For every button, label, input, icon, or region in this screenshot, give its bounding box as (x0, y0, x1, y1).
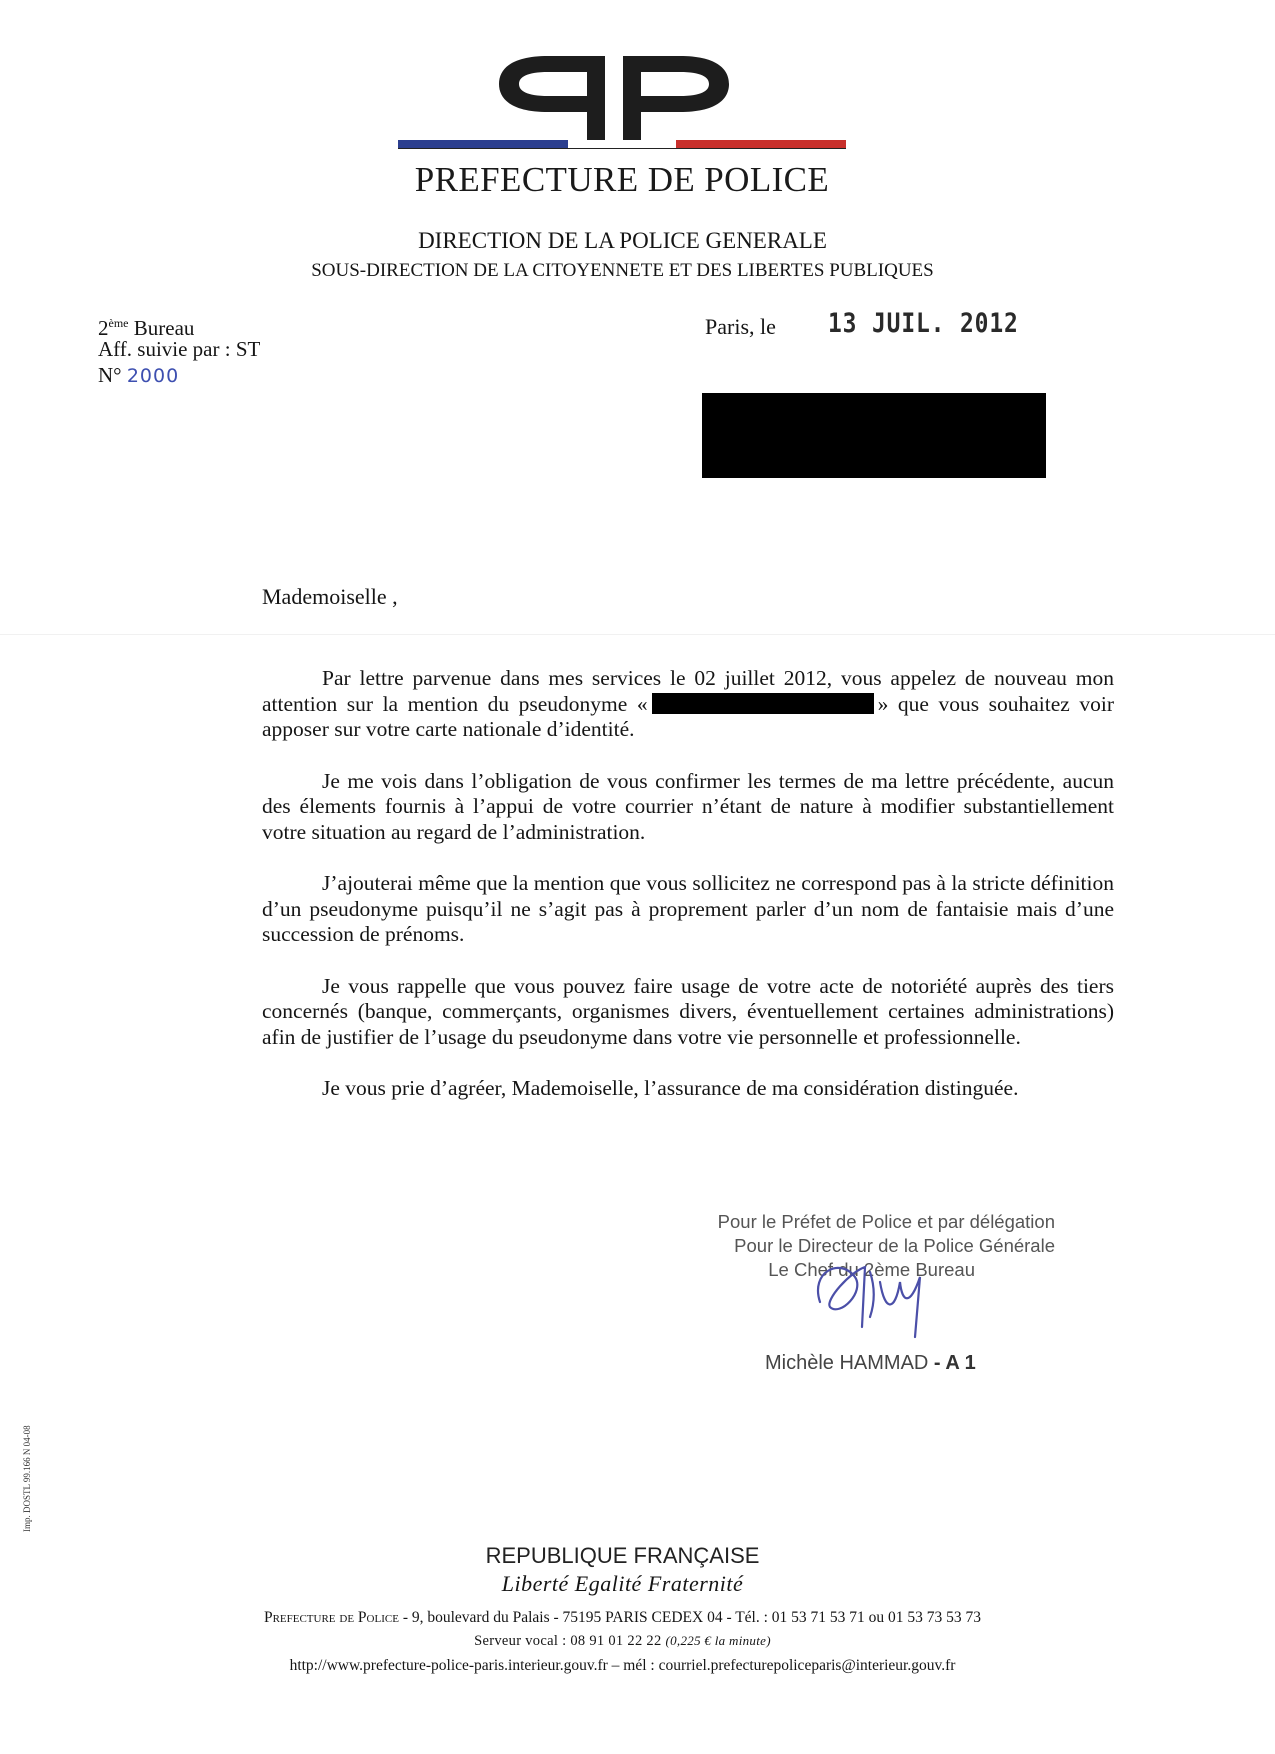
footer-org: Prefecture de Police (263, 1609, 399, 1626)
signatory-name: Michèle HAMMAD (765, 1352, 929, 1374)
tricolor-rule (398, 140, 846, 149)
republique-francaise: REPUBLIQUE FRANÇAISE (485, 1543, 760, 1568)
date-stamp: 13 JUIL. 2012 (828, 308, 1019, 339)
numero-line (98, 362, 179, 389)
salutation: Mademoiselle , (262, 584, 398, 609)
direction-title: DIRECTION DE LA POLICE GENERALE (418, 228, 827, 253)
letter-body (262, 666, 1114, 1128)
flag-underline (398, 148, 846, 149)
footer-address (100, 1609, 1145, 1627)
prefecture-logo (493, 48, 735, 148)
handwritten-signature (770, 1232, 970, 1342)
print-reference-code: Imp. DOSTL 99.166 N 04-08 (22, 1425, 32, 1532)
delegation-line-2: Pour le Directeur de la Police Générale (734, 1235, 1055, 1256)
voice-server-number: Serveur vocal : 08 91 01 22 22 (474, 1633, 662, 1649)
bureau-suffix: ème (108, 316, 129, 330)
motto: Liberté Egalité Fraternité (501, 1571, 744, 1596)
redacted-address-block (702, 393, 1046, 478)
footer-web-contact: http://www.prefecture-police-paris.interieur.gouv.fr – mél : courriel.prefecturepoliceparis@interieur.gouv.fr (289, 1657, 956, 1674)
paragraph-1 (262, 666, 1114, 743)
closing-formula: Je vous prie d’agréer, Mademoiselle, l’assurance de ma considération distinguée. (322, 1076, 1019, 1100)
footer-address-text: - 9, boulevard du Palais - 75195 PARIS CEDEX 04 - Tél. : 01 53 71 53 71 ou 01 53 73 53 73 (398, 1609, 982, 1626)
redacted-pseudonym (652, 693, 874, 714)
organization-title: PREFECTURE DE POLICE (414, 160, 830, 199)
delegation-line-3: Le Chef du 2ème Bureau (768, 1259, 975, 1280)
voice-server (300, 1633, 945, 1650)
bureau-label: Bureau (128, 316, 195, 340)
scan-fold-line (0, 634, 1275, 635)
signatory (765, 1352, 976, 1375)
paragraph-1-start: Par lettre parvenue dans mes services le 02 juillet 2012, vous appelez de nouveau mon attention sur la mention du pseudonyme « (262, 666, 1114, 716)
affaire-suivie: Aff. suivie par : ST (98, 337, 261, 361)
paragraph-2: Je me vois dans l’obligation de vous confirmer les termes de ma lettre précédente, aucun des élements fournis à l’appui de votre courrier n’étant de nature à modifier substantiellement votre situation au regard de l’administration. (262, 768, 1114, 844)
signatory-grade: - A 1 (933, 1352, 976, 1374)
paragraph-1-end: » que vous souhaitez voir apposer sur votre carte nationale d’identité. (262, 691, 1114, 741)
numero-label: N° (98, 363, 122, 387)
bureau-number: 2 (98, 316, 109, 340)
date-place: Paris, le (705, 314, 776, 339)
paragraph-3: J’ajouterai même que la mention que vous sollicitez ne correspond pas à la stricte définition d’un pseudonyme puisqu’il ne s’agit pas à proprement parler d’un nom de fantaisie mais d’une succession de prénoms. (262, 871, 1114, 946)
sous-direction-title: SOUS-DIRECTION DE LA CITOYENNETE ET DES LIBERTES PUBLIQUES (311, 260, 934, 281)
delegation-line-1: Pour le Préfet de Police et par délégation (717, 1211, 1055, 1232)
voice-server-price: (0,225 € la minute) (665, 1633, 771, 1648)
paragraph-4: Je vous rappelle que vous pouvez faire usage de votre acte de notoriété auprès des tiers concernés (banque, commerçants, organismes divers, éventuellement certaines administrations) afin de justifier de l’usage du pseudonyme dans votre vie personnelle et professionnelle. (262, 973, 1114, 1049)
numero-handwritten: 2000 (126, 365, 180, 387)
